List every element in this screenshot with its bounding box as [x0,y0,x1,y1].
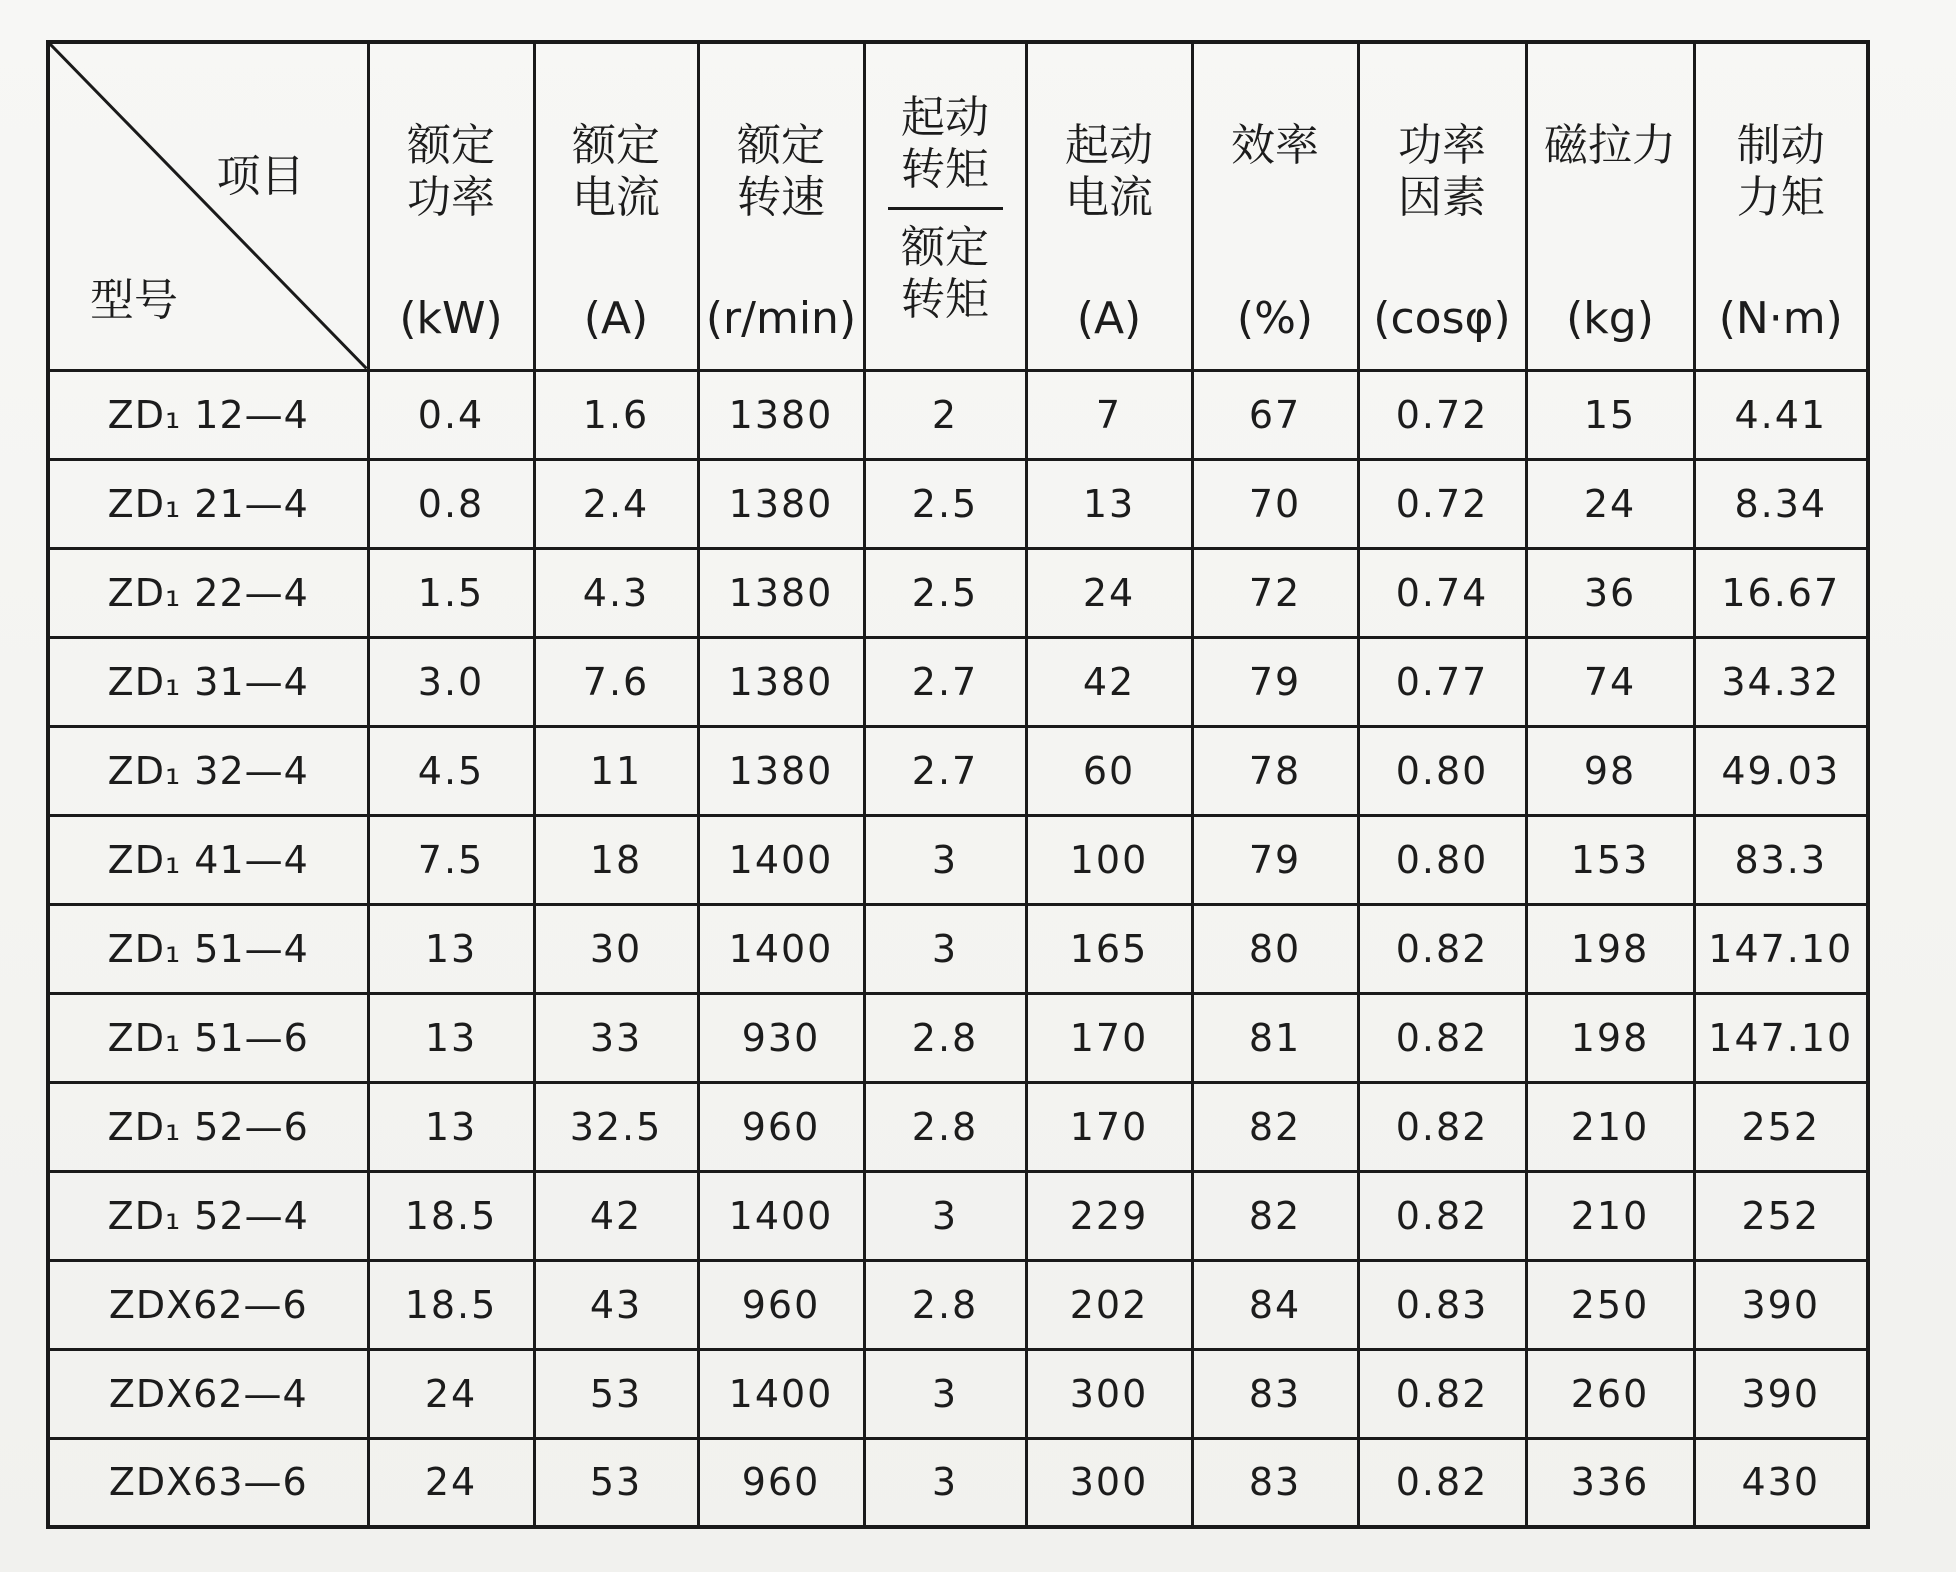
value-cell: 2.5 [864,459,1026,548]
value-cell: 3 [864,815,1026,904]
value-cell: 33 [534,993,698,1082]
value-cell: 82 [1192,1171,1358,1260]
value-cell: 43 [534,1260,698,1349]
value-cell: 147.10 [1694,904,1868,993]
header-column-4 [1026,42,1192,370]
value-cell: 83 [1192,1438,1358,1527]
value-cell: 3 [864,1171,1026,1260]
model-cell: ZDX62—4 [48,1349,368,1438]
value-cell: 210 [1526,1082,1694,1171]
model-cell: ZD₁ 51—6 [48,993,368,1082]
value-cell: 7 [1026,370,1192,459]
model-cell: ZD₁ 31—4 [48,637,368,726]
value-cell: 1400 [698,1171,864,1260]
value-cell: 3 [864,1438,1026,1527]
value-cell: 3.0 [368,637,534,726]
value-cell: 2.7 [864,726,1026,815]
value-cell: 2.8 [864,1082,1026,1171]
value-cell: 0.82 [1358,1082,1526,1171]
model-cell: ZDX63—6 [48,1438,368,1527]
value-cell: 1400 [698,1349,864,1438]
value-cell: 960 [698,1438,864,1527]
value-cell: 0.74 [1358,548,1526,637]
value-cell: 42 [1026,637,1192,726]
value-cell: 930 [698,993,864,1082]
value-cell: 0.82 [1358,1171,1526,1260]
ratio-numerator-label: 起动 转矩 [901,92,989,195]
model-cell: ZD₁ 32—4 [48,726,368,815]
value-cell: 1.6 [534,370,698,459]
ratio-denominator-label: 额定 转矩 [901,222,989,325]
table-row [48,904,1868,993]
value-cell: 0.77 [1358,637,1526,726]
header-column-7 [1526,42,1694,370]
corner-header-cell [48,42,368,370]
value-cell: 260 [1526,1349,1694,1438]
value-cell: 390 [1694,1349,1868,1438]
table-row [48,548,1868,637]
table-row [48,1438,1868,1527]
value-cell: 1380 [698,370,864,459]
value-cell: 74 [1526,637,1694,726]
value-cell: 24 [368,1438,534,1527]
value-cell: 960 [698,1260,864,1349]
value-cell: 4.41 [1694,370,1868,459]
column-unit: (cosφ) [1373,292,1511,344]
value-cell: 300 [1026,1438,1192,1527]
value-cell: 13 [1026,459,1192,548]
value-cell: 79 [1192,815,1358,904]
value-cell: 0.4 [368,370,534,459]
value-cell: 83.3 [1694,815,1868,904]
value-cell: 4.5 [368,726,534,815]
value-cell: 4.3 [534,548,698,637]
value-cell: 3 [864,904,1026,993]
value-cell: 8.34 [1694,459,1868,548]
value-cell: 1380 [698,637,864,726]
value-cell: 250 [1526,1260,1694,1349]
value-cell: 0.83 [1358,1260,1526,1349]
value-cell: 36 [1526,548,1694,637]
value-cell: 53 [534,1349,698,1438]
value-cell: 7.5 [368,815,534,904]
value-cell: 78 [1192,726,1358,815]
model-cell: ZD₁ 51—4 [48,904,368,993]
value-cell: 100 [1026,815,1192,904]
model-cell: ZD₁ 12—4 [48,370,368,459]
value-cell: 1380 [698,726,864,815]
value-cell: 49.03 [1694,726,1868,815]
model-cell: ZDX62—6 [48,1260,368,1349]
value-cell: 2 [864,370,1026,459]
value-cell: 18.5 [368,1171,534,1260]
motor-spec-table [46,40,1870,1529]
value-cell: 15 [1526,370,1694,459]
value-cell: 24 [1026,548,1192,637]
table-row [48,1082,1868,1171]
table-row [48,1260,1868,1349]
value-cell: 2.7 [864,637,1026,726]
value-cell: 34.32 [1694,637,1868,726]
value-cell: 390 [1694,1260,1868,1349]
value-cell: 7.6 [534,637,698,726]
value-cell: 80 [1192,904,1358,993]
column-name: 制动 力矩 [1736,120,1825,223]
value-cell: 198 [1526,993,1694,1082]
value-cell: 430 [1694,1438,1868,1527]
value-cell: 1400 [698,904,864,993]
value-cell: 210 [1526,1171,1694,1260]
header-column-0 [368,42,534,370]
value-cell: 42 [534,1171,698,1260]
column-unit: (A) [583,292,649,344]
value-cell: 336 [1526,1438,1694,1527]
value-cell: 0.72 [1358,370,1526,459]
value-cell: 300 [1026,1349,1192,1438]
value-cell: 13 [368,1082,534,1171]
value-cell: 2.4 [534,459,698,548]
value-cell: 16.67 [1694,548,1868,637]
value-cell: 81 [1192,993,1358,1082]
value-cell: 30 [534,904,698,993]
value-cell: 1380 [698,459,864,548]
value-cell: 24 [1526,459,1694,548]
value-cell: 170 [1026,993,1192,1082]
header-torque-ratio [864,42,1026,370]
model-cell: ZD₁ 52—4 [48,1171,368,1260]
column-name: 额定 功率 [407,120,495,223]
value-cell: 252 [1694,1082,1868,1171]
table-row [48,370,1868,459]
value-cell: 82 [1192,1082,1358,1171]
header-row [48,42,1868,370]
value-cell: 0.82 [1358,993,1526,1082]
column-name: 额定 电流 [572,120,660,223]
table-row [48,993,1868,1082]
model-cell: ZD₁ 21—4 [48,459,368,548]
column-unit: (A) [1076,292,1142,344]
table-row [48,459,1868,548]
model-label: 型号 [90,275,178,326]
value-cell: 0.82 [1358,904,1526,993]
value-cell: 83 [1192,1349,1358,1438]
value-cell: 1.5 [368,548,534,637]
header-column-6 [1358,42,1526,370]
value-cell: 32.5 [534,1082,698,1171]
header-column-2 [698,42,864,370]
model-cell: ZD₁ 22—4 [48,548,368,637]
value-cell: 0.72 [1358,459,1526,548]
column-name: 额定 转速 [737,120,825,223]
table-row [48,1171,1868,1260]
value-cell: 24 [368,1349,534,1438]
value-cell: 3 [864,1349,1026,1438]
value-cell: 2.8 [864,1260,1026,1349]
value-cell: 13 [368,993,534,1082]
value-cell: 60 [1026,726,1192,815]
value-cell: 0.80 [1358,726,1526,815]
value-cell: 72 [1192,548,1358,637]
column-name: 效率 [1231,120,1319,171]
header-column-1 [534,42,698,370]
value-cell: 165 [1026,904,1192,993]
value-cell: 53 [534,1438,698,1527]
column-unit: (kg) [1566,292,1654,344]
value-cell: 84 [1192,1260,1358,1349]
value-cell: 13 [368,904,534,993]
value-cell: 229 [1026,1171,1192,1260]
column-unit: (kW) [399,292,503,344]
column-unit: (N·m) [1718,292,1843,344]
value-cell: 98 [1526,726,1694,815]
value-cell: 0.80 [1358,815,1526,904]
table-row [48,726,1868,815]
value-cell: 0.8 [368,459,534,548]
column-name: 功率 因素 [1398,120,1486,223]
value-cell: 153 [1526,815,1694,904]
column-unit: (%) [1236,292,1314,344]
value-cell: 18 [534,815,698,904]
value-cell: 79 [1192,637,1358,726]
column-name: 起动 电流 [1065,120,1153,223]
value-cell: 1380 [698,548,864,637]
value-cell: 67 [1192,370,1358,459]
value-cell: 11 [534,726,698,815]
header-column-5 [1192,42,1358,370]
model-cell: ZD₁ 52—6 [48,1082,368,1171]
value-cell: 198 [1526,904,1694,993]
table-row [48,1349,1868,1438]
value-cell: 18.5 [368,1260,534,1349]
fraction-line [888,207,1003,210]
value-cell: 252 [1694,1171,1868,1260]
column-name: 磁拉力 [1544,120,1676,171]
value-cell: 960 [698,1082,864,1171]
value-cell: 70 [1192,459,1358,548]
table-row [48,815,1868,904]
value-cell: 170 [1026,1082,1192,1171]
header-column-8 [1694,42,1868,370]
value-cell: 1400 [698,815,864,904]
column-unit: (r/min) [705,292,857,344]
value-cell: 0.82 [1358,1438,1526,1527]
model-cell: ZD₁ 41—4 [48,815,368,904]
value-cell: 2.8 [864,993,1026,1082]
value-cell: 2.5 [864,548,1026,637]
item-label: 项目 [216,151,305,202]
value-cell: 147.10 [1694,993,1868,1082]
value-cell: 202 [1026,1260,1192,1349]
table-row [48,637,1868,726]
value-cell: 0.82 [1358,1349,1526,1438]
